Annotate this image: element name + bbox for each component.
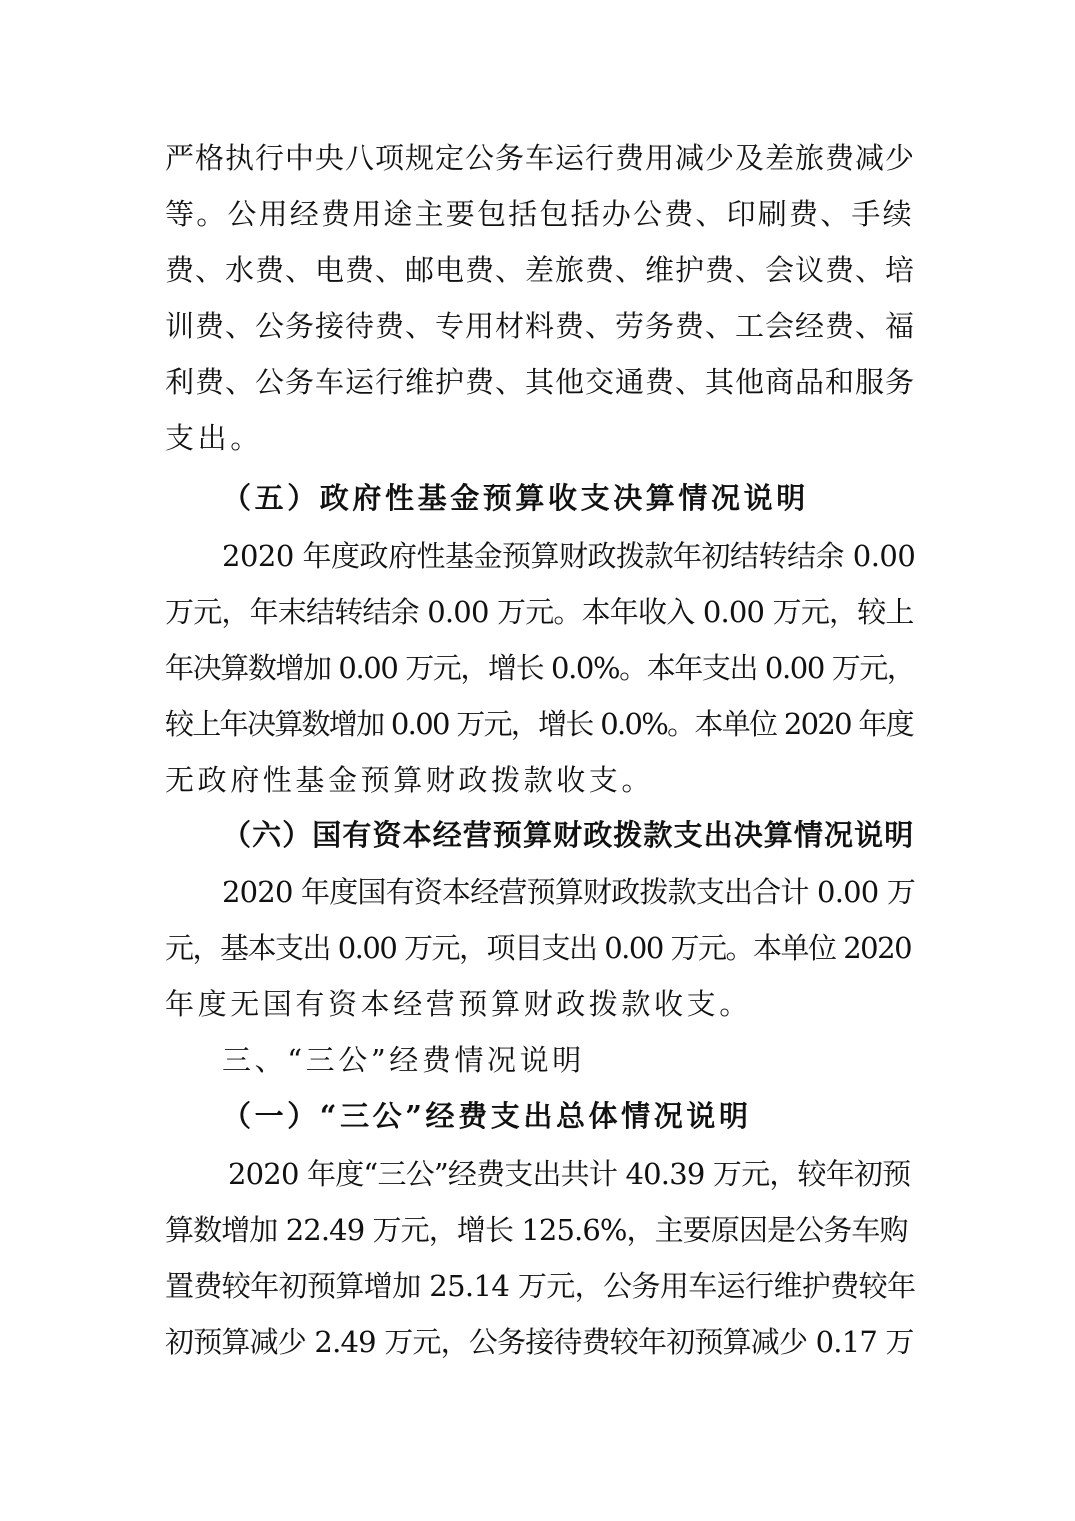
body-text-line: 年度无国有资本经营预算财政拨款收支。 [165,987,752,1021]
body-text-line: 置费较年初预算增加 25.14 万元，公务用车运行维护费较年 [165,1269,916,1303]
body-text-line: 训费、公务接待费、专用材料费、劳务费、工会经费、福 [165,309,916,343]
body-text-line: 年决算数增加 0.00 万元，增长 0.0%。本年支出 0.00 万元， [165,651,915,685]
body-text-line: 较上年决算数增加 0.00 万元，增长 0.0%。本单位 2020 年度 [165,707,913,741]
body-text-line: 算数增加 22.49 万元，增长 125.6%，主要原因是公务车购 [165,1213,908,1247]
body-text-line: 费、水费、电费、邮电费、差旅费、维护费、会议费、培 [165,253,916,287]
section-heading-3-1: （一）“三公”经费支出总体情况说明 [222,1099,752,1133]
section-heading-6: （六）国有资本经营预算财政拨款支出决算情况说明 [222,818,915,852]
body-text-line: 元，基本支出 0.00 万元，项目支出 0.00 万元。本单位 2020 [165,931,912,965]
body-text-line: 支出。 [165,421,263,455]
body-text-line: 万元，年末结转结余 0.00 万元。本年收入 0.00 万元，较上 [165,595,914,629]
body-text-line: 等。公用经费用途主要包括包括办公费、印刷费、手续 [165,197,914,231]
section-heading-5: （五）政府性基金预算收支决算情况说明 [222,481,809,515]
body-text-line: 严格执行中央八项规定公务车运行费用减少及差旅费减少 [165,141,916,175]
body-text-line: 无政府性基金预算财政拨款收支。 [165,763,655,797]
body-text-line: 2020 年度政府性基金预算财政拨款年初结转结余 0.00 [222,539,916,573]
body-text-line: 2020 年度“三公”经费支出共计 40.39 万元，较年初预 [228,1157,911,1191]
body-text-line: 利费、公务车运行维护费、其他交通费、其他商品和服务 [165,365,916,399]
body-text-line: 2020 年度国有资本经营预算财政拨款支出合计 0.00 万 [222,875,916,909]
body-text-line: 初预算减少 2.49 万元，公务接待费较年初预算减少 0.17 万 [165,1325,914,1359]
part-heading-3: 三、“三公”经费情况说明 [222,1043,585,1077]
